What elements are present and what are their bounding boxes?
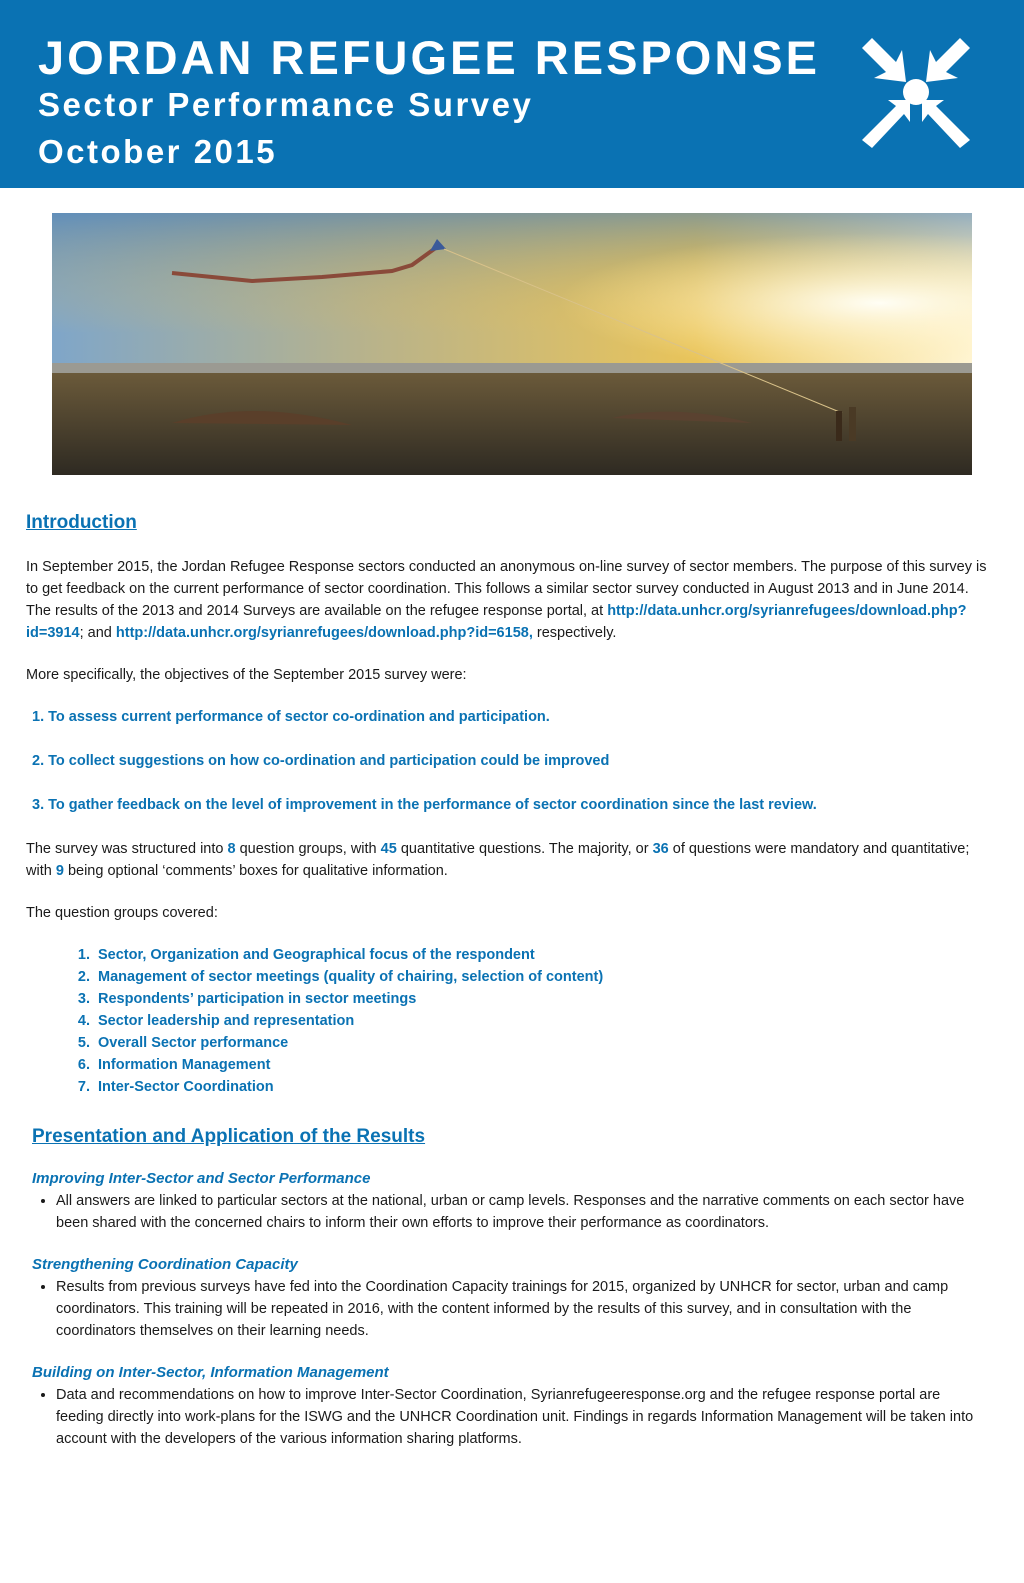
question-groups-count: 8 <box>227 841 236 857</box>
link-separator: ; and <box>79 625 112 641</box>
bullet-list <box>26 1384 988 1450</box>
mandatory-count: 36 <box>652 841 669 857</box>
refugee-camp-kite-photo <box>52 213 972 475</box>
structure-paragraph <box>26 838 988 882</box>
objective-3: 3. To gather feedback on the level of improvement in the performance of sector coordination since the last review. <box>32 797 817 813</box>
structure-text-c: quantitative questions. The majority, or <box>400 841 649 857</box>
results-heading: Presentation and Application of the Results <box>32 1126 426 1147</box>
bullet-list <box>26 1190 988 1234</box>
optional-count: 9 <box>55 863 64 879</box>
objective-1: 1. To assess current performance of sector co-ordination and participation. <box>32 709 550 725</box>
subhead-capacity: Strengthening Coordination Capacity <box>32 1256 298 1273</box>
report-subtitle: Sector Performance Survey <box>38 86 534 123</box>
subhead-information-management: Building on Inter-Sector, Information Management <box>32 1364 389 1381</box>
list-item: • All answers are linked to particular sectors at the national, urban or camp levels. Responses and the narrative comments on each sector have been shared with the concerned chairs to inform their own efforts to improve their performance as coordinators. <box>56 1190 988 1234</box>
introduction-heading: Introduction <box>26 512 137 533</box>
list-item: 2. Management of sector meetings (quality of chairing, selection of content) <box>94 966 988 988</box>
report-date: October 2015 <box>38 133 278 170</box>
survey-2013-link[interactable]: http://data.unhcr.org/syrianrefugees/download.php?id=3914 <box>26 603 967 641</box>
list-item: 4. Sector leadership and representation <box>94 1010 988 1032</box>
list-item: • Data and recommendations on how to improve Inter-Sector Coordination, Syrianrefugeeresponse.org and the refugee response portal are feeding directly into work-plans for the ISWG and the UNHCR Coordination unit. Findings in regards Information Management will be taken into account with the developers of the various information sharing platforms. <box>56 1384 988 1450</box>
bullet-list <box>26 1276 988 1342</box>
structure-text-e: being optional ‘comments’ boxes for qualitative information. <box>67 863 448 879</box>
objectives-intro: More specifically, the objectives of the September 2015 survey were: <box>26 667 467 683</box>
header-banner <box>0 0 1024 188</box>
structure-text-b: question groups, with <box>239 841 377 857</box>
list-item: 7. Inter-Sector Coordination <box>94 1076 988 1098</box>
subhead-performance: Improving Inter-Sector and Sector Performance <box>32 1170 371 1187</box>
intro-end: respectively. <box>536 625 617 641</box>
list-item: 5. Overall Sector performance <box>94 1032 988 1054</box>
report-title: JORDAN REFUGEE RESPONSE <box>38 31 820 84</box>
list-item: 1. Sector, Organization and Geographical focus of the respondent <box>94 944 988 966</box>
groups-intro: The question groups covered: <box>26 905 218 921</box>
list-item: 6. Information Management <box>94 1054 988 1076</box>
quantitative-count: 45 <box>380 841 397 857</box>
intro-text: In September 2015, the Jordan Refugee Response sectors conducted an anonymous on-line survey of sector members. The purpose of this survey is to get feedback on the current performance of sector coordination. This follows a similar sector survey conducted in August 2013 and in June 2014. The results of the 2013 and 2014 Surveys are available on the refugee response portal, at <box>26 559 987 619</box>
objective-2: 2. To collect suggestions on how co-ordination and participation could be improved <box>32 753 610 769</box>
question-groups-list <box>26 944 988 1098</box>
intro-paragraph <box>26 556 988 644</box>
unhcr-arrows-logo-icon <box>860 36 972 148</box>
survey-2014-link[interactable]: http://data.unhcr.org/syrianrefugees/download.php?id=6158, <box>115 625 533 641</box>
list-item: • Results from previous surveys have fed into the Coordination Capacity trainings for 2015, organized by UNHCR for sector, urban and camp coordinators. This training will be repeated in 2016, with the content informed by the results of this survey, and in consultation with the coordinators themselves on their learning needs. <box>56 1276 988 1342</box>
structure-text-d: of questions were mandatory and quantitative; with <box>26 841 970 879</box>
list-item: 3. Respondents’ participation in sector meetings <box>94 988 988 1010</box>
main-content <box>26 510 988 1450</box>
structure-text-a: The survey was structured into <box>26 841 224 857</box>
